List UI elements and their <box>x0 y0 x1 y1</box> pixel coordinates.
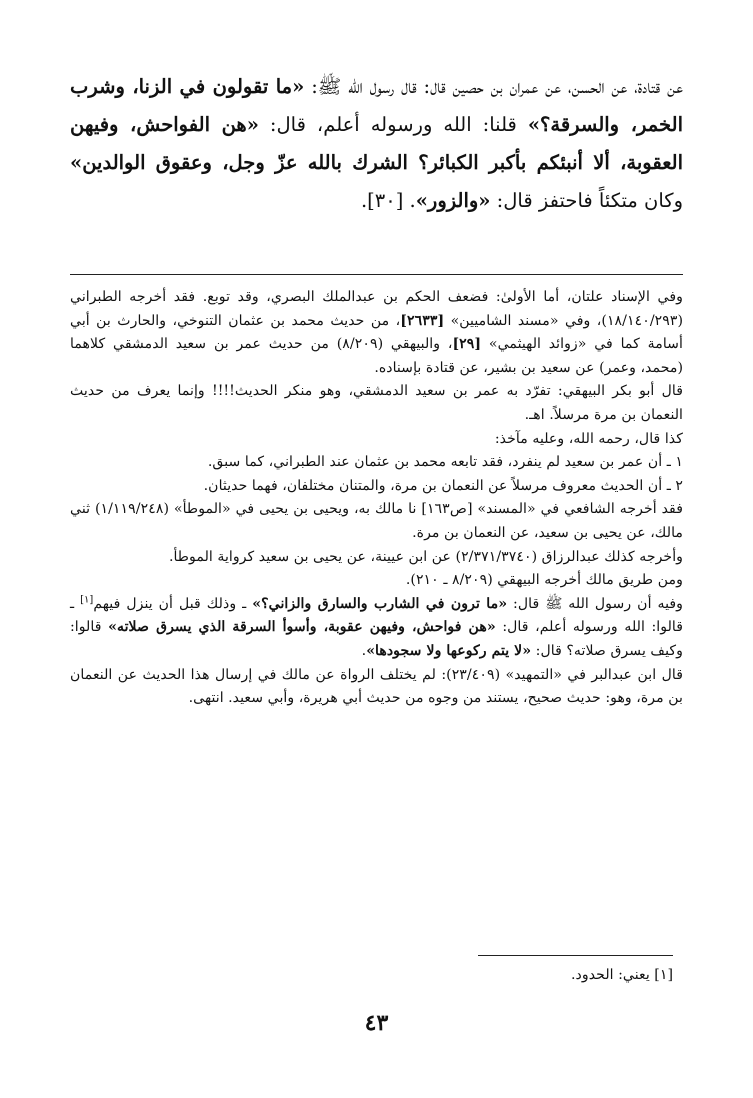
note-paragraph <box>70 664 683 711</box>
note-run: ومن طريق مالك أخرجه البيهقي (٨/٢٠٩ ـ ٢١٠). <box>405 572 683 589</box>
note-paragraph <box>70 498 683 545</box>
hadith-quote: «والزور» <box>415 189 491 212</box>
note-paragraph <box>70 380 683 427</box>
footnote-divider <box>478 955 673 956</box>
note-paragraph <box>70 593 683 664</box>
main-run: قلنا: الله ورسوله أعلم، قال: <box>258 113 528 136</box>
note-paragraph <box>70 569 683 593</box>
main-run: وكان متكئاً فاحتفز قال: <box>490 189 683 212</box>
main-text <box>70 68 683 220</box>
hadith-quote: «ما تقولون في الزنا، وشرب الخمر، والسرقة؟» <box>70 75 683 136</box>
hadith-quote: «ما ترون في الشارب والسارق والزاني؟» <box>252 595 508 612</box>
note-run: وفيه أن رسول الله ﷺ قال: <box>507 595 683 612</box>
main-run: . [٣٠]. <box>360 189 416 212</box>
note-run: ، من حديث محمد بن عثمان التنوخي، والحارث بن أبي أسامة كما في «زوائد الهيثمي» <box>70 312 683 353</box>
main-divider <box>70 274 683 275</box>
note-run: . <box>361 642 367 659</box>
hadith-quote: «لا يتم ركوعها ولا سجودها» <box>366 642 532 659</box>
note-run: كذا قال، رحمه الله، وعليه مآخذ: <box>494 430 683 447</box>
citation-number: [٢٩] <box>452 336 482 353</box>
note-paragraph <box>70 546 683 570</box>
note-run: وفي الإسناد علتان، أما الأولىٰ: فضعف الحكم بن عبدالملك البصري، وقد توبع. فقد أخرجه الطبراني (١٨/١٤٠/٢٩٣)، وفي «مسند الشاميين» <box>70 289 684 329</box>
note-run: قال ابن عبدالبر في «التمهيد» (٢٣/٤٠٩): لم يختلف الرواة عن مالك في إرسال هذا الحديث عن النعمان بن مرة، وهو: حديث صحيح، يستند من وجوه من حديث أبي هريرة، وأبي سعيد. انتهى. <box>70 666 683 707</box>
page-number: ٤٣ <box>364 1010 389 1036</box>
footnote-marker[interactable]: [١] <box>80 593 94 605</box>
note-run: ـ وذلك قبل أن ينزل فيهم <box>93 595 253 612</box>
main-paragraph <box>70 68 683 220</box>
note-run: قالوا: وكيف يسرق صلاته؟ قال: <box>70 619 683 659</box>
note-run: ، والبيهقي (٨/٢٠٩) من حديث عمر بن سعيد الدمشقي كلاهما (محمد، وعمر) عن سعيد بن بشير، عن قتادة بإسناده. <box>70 336 683 376</box>
note-paragraph <box>70 286 683 380</box>
commentary <box>70 286 683 711</box>
note-paragraph <box>70 475 683 499</box>
hadith-quote: «هن الفواحش، وفيهن العقوبة، ألا أنبئكم بأكبر الكبائر؟ الشرك بالله عزّ وجل، وعقوق الوالدين» <box>70 113 683 174</box>
note-paragraph <box>70 451 683 475</box>
note-run: ٢ ـ أن الحديث معروف مرسلاً عن النعمان بن مرة، والمتنان مختلفان، فهما حديثان. <box>203 477 683 494</box>
note-run: قال أبو بكر البيهقي: تفرّد به عمر بن سعيد الدمشقي، وهو منكر الحديث!!!! وإنما يعرف من حديث النعمان بن مرة مرسلاً. اهـ. <box>70 383 683 423</box>
footnote: [١] يعني: الحدود. <box>571 967 673 983</box>
citation-number: [٢٦٣٣] <box>400 312 445 329</box>
note-run: وأخرجه كذلك عبدالرزاق (٢/٣٧١/٣٧٤٠) عن ابن عيينة، عن يحيى بن سعيد كرواية الموطأ. <box>168 548 683 565</box>
note-paragraph <box>70 428 683 452</box>
note-run: فقد أخرجه الشافعي في «المسند» [ص١٦٣] نا مالك به، ويحيى بن يحيى في «الموطأ» (١/١١٩/٢٤٨) ثني مالك، عن يحيى بن سعيد، عن النعمان بن مرة. <box>70 501 684 541</box>
hadith-quote: «هن فواحش، وفيهن عقوبة، وأسوأ السرقة الذي يسرق صلاته» <box>108 619 496 636</box>
note-run: ١ ـ أن عمر بن سعيد لم ينفرد، فقد تابعه محمد بن عثمان عند الطبراني، كما سبق. <box>207 454 683 471</box>
main-run: عن قتادة، عن الحسن، عن عمران بن حصين قال: قال رسول الله ﷺ: <box>304 75 683 98</box>
note-run: ـ قالوا: الله ورسوله أعلم، قال: <box>70 595 683 636</box>
